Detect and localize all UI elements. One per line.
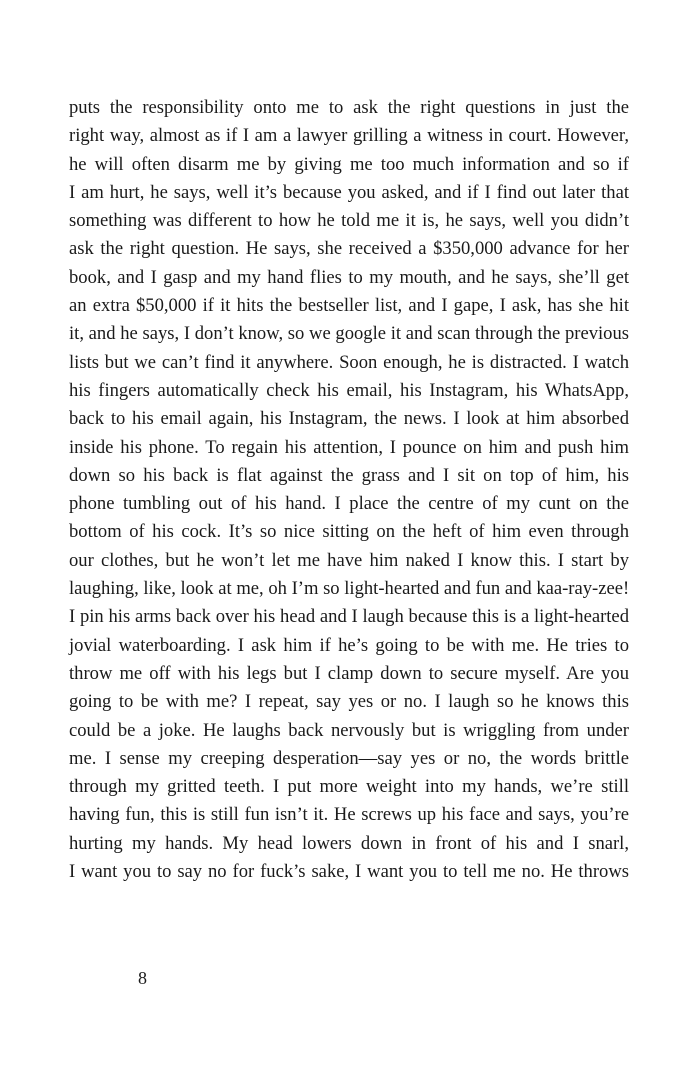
text-line: an extra $50,000 if it hits the bestseller list, and I gape, I ask, has she hit	[69, 295, 629, 317]
text-line: something was different to how he told me it is, he says, well you didn’t	[69, 210, 629, 232]
text-line: me. I sense my creeping desperation—say yes or no, the words brittle	[69, 747, 629, 769]
text-line: he will often disarm me by giving me too much information and so if	[69, 153, 629, 175]
text-line: going to be with me? I repeat, say yes or no. I laugh so he knows this	[69, 691, 629, 713]
text-line: inside his phone. To regain his attention, I pounce on him and push him	[69, 436, 629, 458]
text-line: I want you to say no for fuck’s sake, I want you to tell me no. He throws	[69, 861, 629, 883]
text-line: phone tumbling out of his hand. I place the centre of my cunt on the	[69, 493, 629, 515]
text-line: down so his back is flat against the grass and I sit on top of him, his	[69, 464, 629, 486]
text-line: through my gritted teeth. I put more weight into my hands, we’re still	[69, 776, 629, 798]
text-line: back to his email again, his Instagram, the news. I look at him absorbed	[69, 408, 629, 430]
text-line: bottom of his cock. It’s so nice sitting on the heft of him even through	[69, 521, 629, 543]
text-line: I am hurt, he says, well it’s because you asked, and if I find out later that	[69, 181, 629, 203]
body-text	[69, 94, 629, 886]
text-line: jovial waterboarding. I ask him if he’s going to be with me. He tries to	[69, 634, 629, 656]
page-number: 8	[138, 968, 147, 988]
text-line: lists but we can’t find it anywhere. Soon enough, he is distracted. I watch	[69, 351, 629, 373]
text-line: could be a joke. He laughs back nervously but is wriggling from under	[69, 719, 629, 741]
text-line: having fun, this is still fun isn’t it. He screws up his face and says, you’re	[69, 804, 629, 826]
text-line: right way, almost as if I am a lawyer grilling a witness in court. However,	[69, 125, 629, 147]
text-line: laughing, like, look at me, oh I’m so light-hearted and fun and kaa-ray-zee!	[69, 578, 630, 600]
text-line: puts the responsibility onto me to ask the right questions in just the	[69, 97, 629, 118]
text-line: hurting my hands. My head lowers down in front of his and I snarl,	[69, 832, 629, 854]
text-line: ask the right question. He says, she received a $350,000 advance for her	[69, 238, 629, 260]
text-line: his fingers automatically check his email, his Instagram, his WhatsApp,	[69, 379, 629, 401]
text-line: our clothes, but he won’t let me have him naked I know this. I start by	[69, 549, 629, 571]
text-line: it, and he says, I don’t know, so we google it and scan through the previous	[69, 323, 629, 345]
text-line: book, and I gasp and my hand flies to my mouth, and he says, she’ll get	[69, 266, 629, 288]
text-line: throw me off with his legs but I clamp down to secure myself. Are you	[69, 662, 629, 684]
text-line: I pin his arms back over his head and I laugh because this is a light-hearted	[69, 606, 629, 628]
